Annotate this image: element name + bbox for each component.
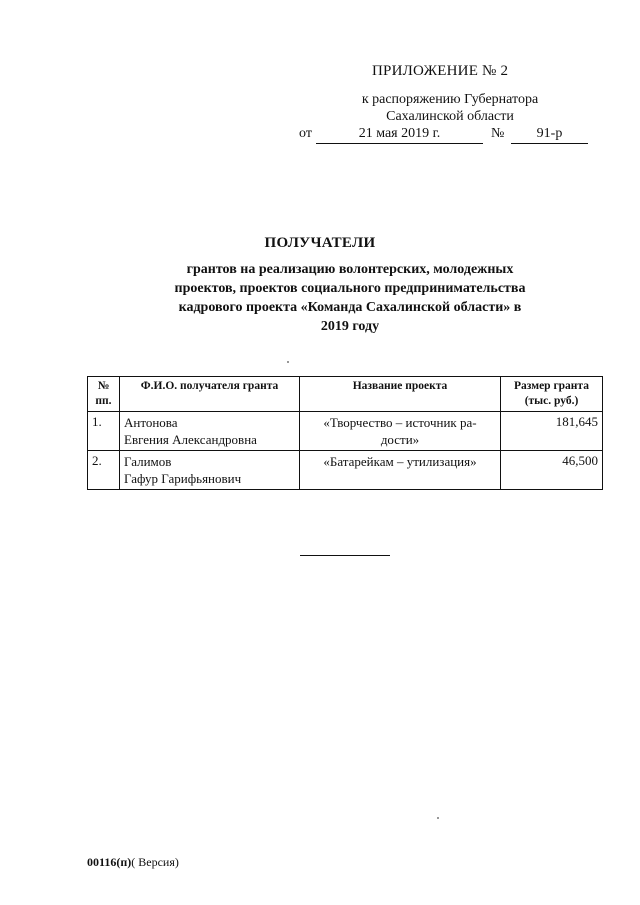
project-name: «Творчество – источник ра- дости» [300, 412, 501, 451]
table-row [88, 412, 603, 451]
from-label: от [299, 126, 312, 141]
footer-version-code [87, 855, 179, 870]
grant-amount: 181,645 [501, 412, 603, 451]
table-row [88, 451, 603, 490]
subtitle-line: 2019 году [320, 319, 380, 334]
row-number: 1. [88, 412, 120, 451]
header-recipient-name: Ф.И.О. получателя гранта [120, 377, 300, 412]
project-name: «Батарейкам – утилизация» [300, 451, 501, 490]
row-number: 2. [88, 451, 120, 490]
grants-table [87, 376, 603, 490]
appendix-line-region: Сахалинской области [386, 109, 514, 124]
document-subtitle [140, 260, 560, 336]
header-grant-amount: Размер гранта (тыс. руб.) [501, 377, 603, 412]
separator-line [300, 555, 390, 556]
grant-amount: 46,500 [501, 451, 603, 490]
recipient-name: Галимов Гафур Гарифьянович [120, 451, 300, 490]
footer-code: 00116(п) [87, 855, 132, 869]
document-title: ПОЛУЧАТЕЛИ [264, 235, 376, 251]
decree-date-row [299, 126, 599, 146]
scan-speck [287, 361, 289, 363]
recipient-name: Антонова Евгения Александровна [120, 412, 300, 451]
scan-speck [437, 817, 439, 819]
appendix-title: ПРИЛОЖЕНИЕ № 2 [372, 63, 509, 79]
subtitle-line: проектов, проектов социального предпринимательства [174, 281, 526, 296]
header-number: № пп. [88, 377, 120, 412]
decree-number: 91-р [511, 126, 588, 144]
decree-date: 21 мая 2019 г. [316, 126, 483, 144]
number-label: № [491, 126, 505, 141]
table-header-row [88, 377, 603, 412]
appendix-line-decree: к распоряжению Губернатора [361, 92, 539, 107]
header-project-name: Название проекта [300, 377, 501, 412]
subtitle-line: грантов на реализацию волонтерских, молодежных [186, 262, 514, 277]
footer-version: ( Версия) [131, 855, 179, 869]
subtitle-line: кадрового проекта «Команда Сахалинской области» в [178, 300, 522, 315]
